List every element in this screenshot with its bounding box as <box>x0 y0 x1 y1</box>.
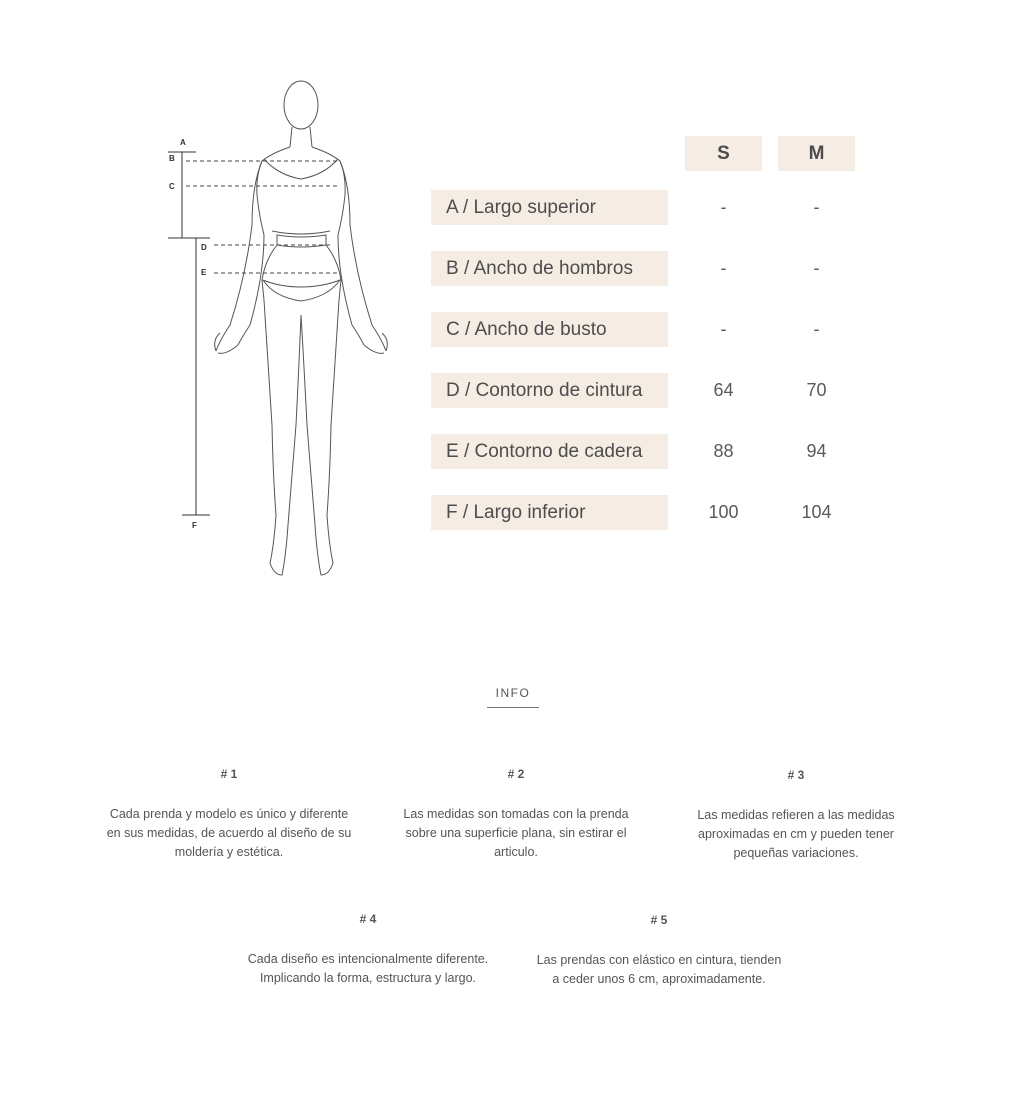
info-item-5 <box>534 913 784 989</box>
measurement-value-m: 94 <box>806 441 827 461</box>
measurement-row <box>431 251 871 286</box>
measurement-value-m: - <box>813 258 820 278</box>
figure-label-a: A <box>180 138 186 147</box>
measurement-value-s: 100 <box>708 502 739 522</box>
measurement-label: F / Largo inferior <box>431 495 668 530</box>
measurement-value-s: - <box>720 319 727 339</box>
info-heading: INFO <box>487 686 539 708</box>
measurement-value-s: 64 <box>713 380 734 400</box>
size-header-m: M <box>778 136 855 171</box>
info-item-text: Cada diseño es intencionalmente diferente. Implicando la forma, estructura y largo. <box>247 952 489 985</box>
info-item-4 <box>243 912 493 988</box>
measurement-label: D / Contorno de cintura <box>431 373 668 408</box>
info-item-text: Las medidas son tomadas con la prenda sobre una superficie plana, sin estirar el articulo. <box>403 807 629 859</box>
info-item-number: # 3 <box>787 768 805 782</box>
info-item-number: # 4 <box>359 912 377 926</box>
info-item-3 <box>671 768 921 863</box>
info-item-text: Cada prenda y modelo es único y diferente en sus medidas, de acuerdo al diseño de su moldería y estética. <box>106 807 352 859</box>
info-item-number: # 1 <box>220 767 238 781</box>
measurement-value-s: - <box>720 197 727 217</box>
measurement-value-m: 70 <box>806 380 827 400</box>
figure-label-d: D <box>201 243 207 252</box>
measurement-label: B / Ancho de hombros <box>431 251 668 286</box>
measurement-value-m: - <box>813 197 820 217</box>
measurement-value-m: 104 <box>801 502 832 522</box>
figure-label-f: F <box>192 521 197 530</box>
measurement-value-m: - <box>813 319 820 339</box>
measurement-value-s: - <box>720 258 727 278</box>
figure-label-c: C <box>169 182 175 191</box>
measurement-label: E / Contorno de cadera <box>431 434 668 469</box>
measurement-row <box>431 434 871 469</box>
measurement-label: A / Largo superior <box>431 190 668 225</box>
info-item-1 <box>104 767 354 862</box>
measurement-row <box>431 190 871 225</box>
measurement-row <box>431 495 871 530</box>
measurement-value-s: 88 <box>713 441 734 461</box>
figure-label-e: E <box>201 268 207 277</box>
info-item-text: Las prendas con elástico en cintura, tienden a ceder unos 6 cm, aproximadamente. <box>536 953 782 986</box>
figure-illustration <box>160 75 400 585</box>
measurement-row <box>431 312 871 347</box>
measurement-row <box>431 373 871 408</box>
figure-label-b: B <box>169 154 175 163</box>
info-item-text: Las medidas refieren a las medidas aproximadas en cm y pueden tener pequeñas variaciones. <box>697 808 895 860</box>
size-header-s: S <box>685 136 762 171</box>
measurement-figure <box>160 75 400 585</box>
info-item-number: # 2 <box>507 767 525 781</box>
info-item-2 <box>391 767 641 862</box>
info-item-number: # 5 <box>650 913 668 927</box>
measurement-label: C / Ancho de busto <box>431 312 668 347</box>
